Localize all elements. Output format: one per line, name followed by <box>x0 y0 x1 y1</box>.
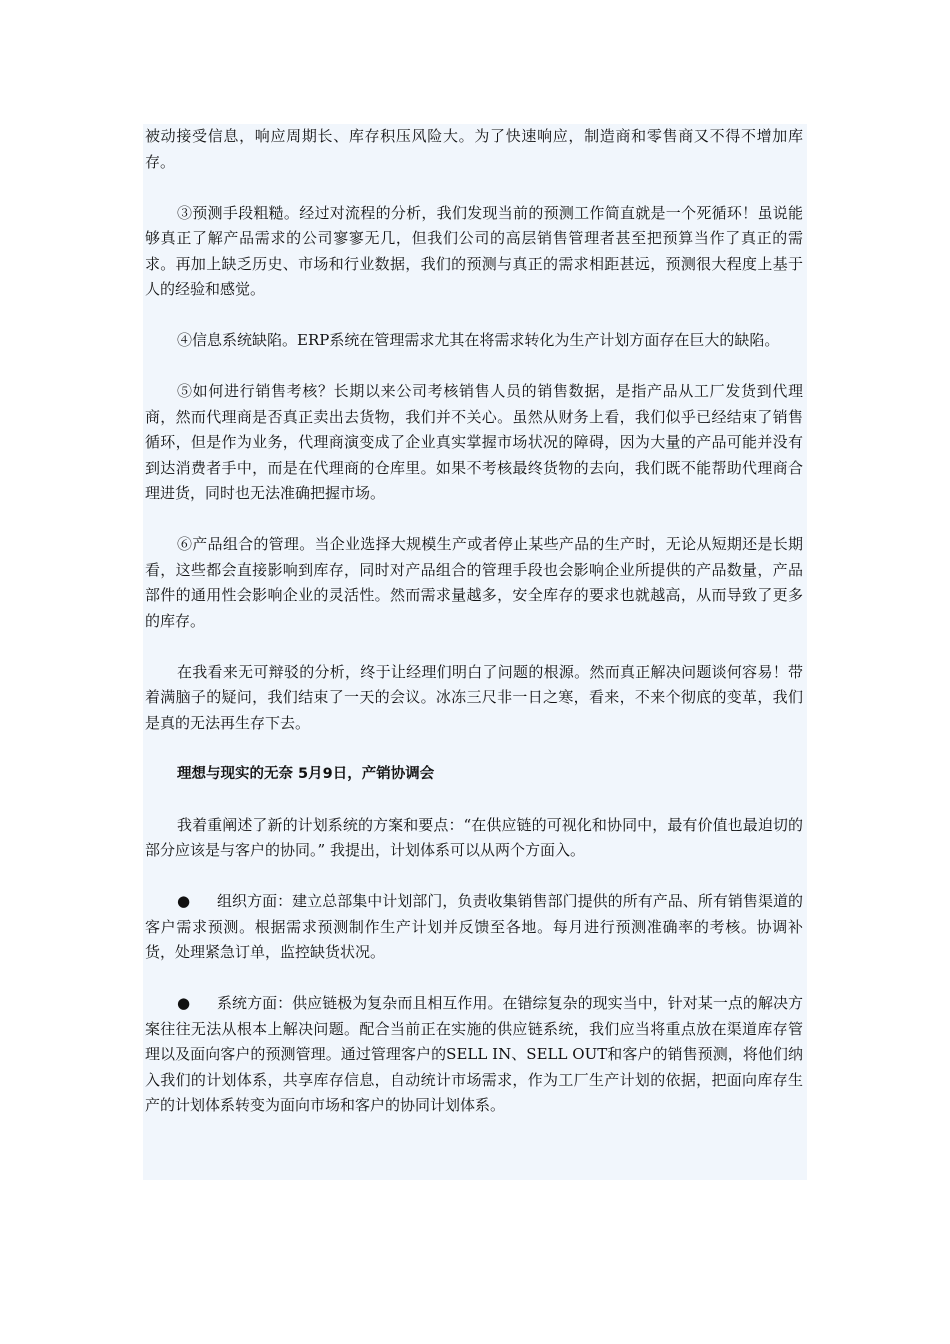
paragraph-plan-intro: 我着重阐述了新的计划系统的方案和要点：“在供应链的可视化和协同中，最有价值也最迫切的部分应该是与客户的协同。” 我提出，计划体系可以从两个方面入。 <box>145 815 803 859</box>
paragraph-forecast: ③预测手段粗糙。经过对流程的分析，我们发现当前的预测工作简直就是一个死循环！虽说能够真正了解产品需求的公司寥寥无几，但我们公司的高层销售管理者甚至把预算当作了真正的需求。再加上缺乏历史、市场和行业数据，我们的预测与真正的需求相距甚远，预测很大程度上基于人的经验和感觉。 <box>145 203 803 298</box>
bullet-text: 组织方面：建立总部集中计划部门，负责收集销售部门提供的所有产品、所有销售渠道的客户需求预测。根据需求预测制作生产计划并反馈至各地。每月进行预测准确率的考核。协调补货，处理紧急订单，监控缺货状况。 <box>145 892 803 961</box>
bullet-icon: ● <box>177 892 191 910</box>
paragraph-info-system: ④信息系统缺陷。ERP系统在管理需求尤其在将需求转化为生产计划方面存在巨大的缺陷。 <box>177 331 780 349</box>
bullet-item-organization <box>145 889 803 966</box>
paragraph-sales-assessment: ⑤如何进行销售考核？长期以来公司考核销售人员的销售数据，是指产品从工厂发货到代理商，然而代理商是否真正卖出去货物，我们并不关心。虽然从财务上看，我们似乎已经结束了销售循环，但是作为业务，代理商演变成了企业真实掌握市场状况的障碍，因为大量的产品可能并没有到达消费者手中，而是在代理商的仓库里。如果不考核最终货物的去向，我们既不能帮助代理商合理进货，同时也无法准确把握市场。 <box>145 382 803 502</box>
document-body <box>145 124 803 1144</box>
bullet-icon: ● <box>177 994 191 1012</box>
paragraph-conclusion: 在我看来无可辩驳的分析，终于让经理们明白了问题的根源。然而真正解决问题谈何容易！带着满脑子的疑问，我们结束了一天的会议。冰冻三尺非一日之寒，看来，不来个彻底的变革，我们是真的无法再生存下去。 <box>145 662 803 732</box>
paragraph-product-mix: ⑥产品组合的管理。当企业选择大规模生产或者停止某些产品的生产时，无论从短期还是长期看，这些都会直接影响到库存，同时对产品组合的管理手段也会影响企业所提供的产品数量，产品部件的通用性会影响企业的灵活性。然而需求量越多，安全库存的要求也就越高，从而导致了更多的库存。 <box>145 535 803 630</box>
bullet-item-system <box>145 991 803 1119</box>
section-heading: 理想与现实的无奈 5月9日，产销协调会 <box>177 765 435 782</box>
bullet-text: 系统方面：供应链极为复杂而且相互作用。在错综复杂的现实当中，针对某一点的解决方案往往无法从根本上解决问题。配合当前正在实施的供应链系统，我们应当将重点放在渠道库存管理以及面向客户的预测管理。通过管理客户的SELL IN、SELL OUT和客户的销售预测，将他们纳入我们的计划体系，共享库存信息，自动统计市场需求，作为工厂生产计划的依据，把面向库存生产的计划体系转变为面向市场和客户的协同计划体系。 <box>145 994 803 1114</box>
paragraph-continuation: 被动接受信息，响应周期长、库存积压风险大。为了快速响应，制造商和零售商又不得不增加库存。 <box>145 127 803 171</box>
